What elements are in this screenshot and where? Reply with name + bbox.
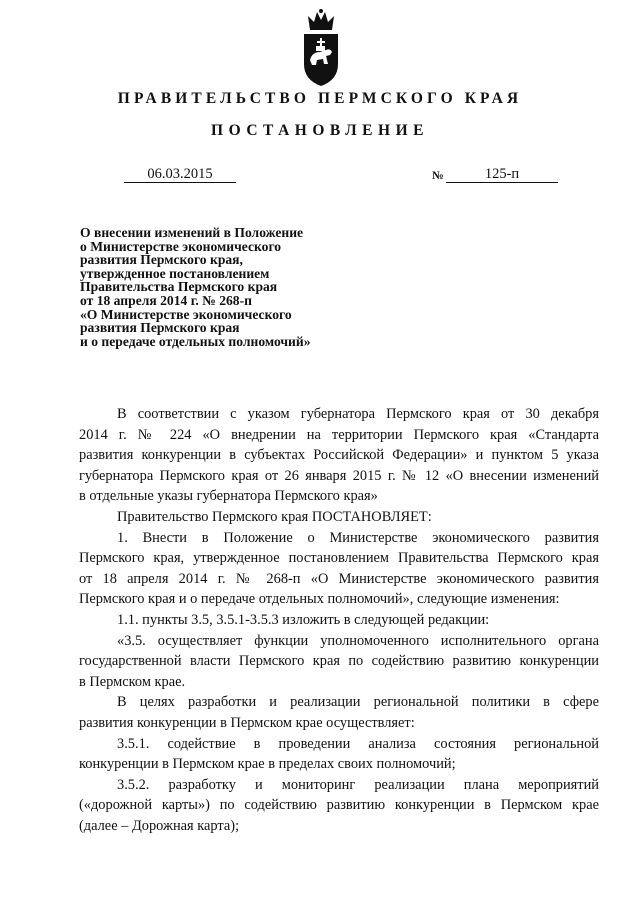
body-line: В соответствии с указом губернатора Пермского края от 30 декабря xyxy=(117,406,599,422)
body-line: государственной власти Пермского края по содействию развитию конкуренции xyxy=(79,653,599,670)
subject-line: развития Пермского края xyxy=(80,320,240,336)
body-line: развития конкуренции в субъектах Российской Федерации» и пунктом 5 указа xyxy=(79,447,599,464)
subject-line: Правительства Пермского края xyxy=(80,279,278,295)
subject-line: утвержденное постановлением xyxy=(80,265,270,281)
coat-of-arms-emblem xyxy=(296,8,346,88)
document-number: 125-п xyxy=(446,166,558,183)
subject-line: и о передаче отдельных полномочий» xyxy=(80,333,311,349)
body-line: 1. Внести в Положение о Министерстве экономического развития xyxy=(117,529,599,546)
organization-name: ПРАВИТЕЛЬСТВО ПЕРМСКОГО КРАЯ xyxy=(117,90,523,107)
body-line: в Пермском крае. xyxy=(79,673,186,690)
subject-line: о Министерстве экономического xyxy=(80,238,282,254)
document-subject xyxy=(80,226,380,348)
body-line: от 18 апреля 2014 г. № 268-п «О Министерстве экономического развития xyxy=(79,570,599,587)
body-line: 3.5.1. содействие в проведении анализа состояния региональной xyxy=(117,735,599,752)
subject-line: развития Пермского края, xyxy=(80,252,243,268)
body-line: 1.1. пункты 3.5, 3.5.1-3.5.3 изложить в следующей редакции: xyxy=(117,611,490,628)
body-line: Пермского края и о передаче отдельных полномочий», следующие изменения: xyxy=(79,591,560,608)
body-line: в отдельные указы губернатора Пермского края» xyxy=(79,488,378,505)
number-sign: № xyxy=(432,170,444,182)
subject-line: О внесении изменений в Положение xyxy=(80,225,304,240)
body-line: развития конкуренции в Пермском крае осуществляет: xyxy=(79,714,415,731)
body-line: «3.5. осуществляет функции уполномоченного исполнительного органа xyxy=(117,632,599,649)
document-body xyxy=(79,404,599,836)
document-date: 06.03.2015 xyxy=(124,166,236,183)
body-line: 3.5.2. разработку и мониторинг реализации плана мероприятий xyxy=(117,776,599,793)
body-line: 2014 г. № 224 «О внедрении на территории Пермского края «Стандарта xyxy=(79,426,599,443)
document-type: ПОСТАНОВЛЕНИЕ xyxy=(211,122,429,139)
body-line: Пермского края, утвержденное постановлением Правительства Пермского края xyxy=(79,550,599,567)
body-line: (далее – Дорожная карта); xyxy=(79,817,240,834)
body-line: губернатора Пермского края от 26 января 2015 г. № 12 «О внесении изменений xyxy=(79,467,599,484)
body-line: Правительство Пермского края ПОСТАНОВЛЯЕТ: xyxy=(117,508,432,525)
subject-line: от 18 апреля 2014 г. № 268-п xyxy=(80,292,252,308)
subject-line: «О Министерстве экономического xyxy=(80,306,292,322)
body-line: («дорожной карты») по содействию развитию конкуренции в Пермском крае xyxy=(79,797,599,814)
body-line: В целях разработки и реализации региональной политики в сфере xyxy=(117,694,599,711)
body-line: конкуренции в Пермском крае в пределах своих полномочий; xyxy=(79,756,456,773)
